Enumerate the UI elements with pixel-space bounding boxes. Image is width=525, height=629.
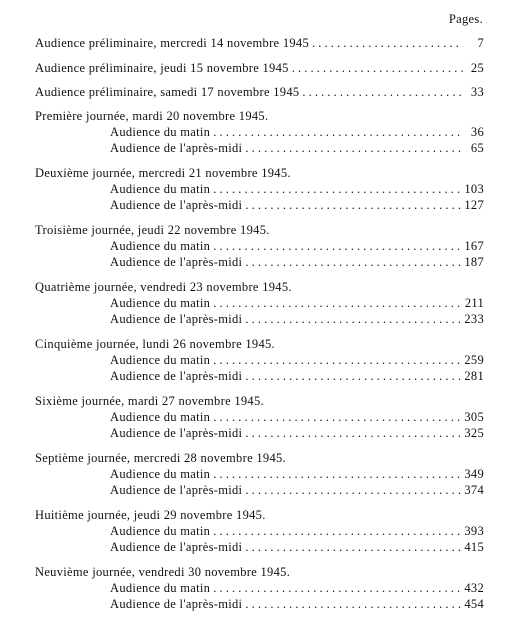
pages-column-header: Pages. [448, 12, 483, 26]
toc-entry-label: Audience préliminaire, samedi 17 novembre 1945 [35, 85, 300, 99]
dot-leader [245, 539, 461, 555]
dot-leader [245, 140, 463, 156]
toc-entry-morning [110, 466, 484, 482]
toc-entry-label: Audience de l'après-midi [110, 540, 243, 554]
dot-leader [302, 84, 463, 100]
toc-entry-page: 281 [464, 369, 484, 383]
toc-entry-afternoon [110, 140, 484, 156]
toc-entry-page: 7 [477, 36, 484, 50]
toc-entry-label: Audience de l'après-midi [110, 426, 243, 440]
toc-entry-page: 393 [464, 524, 484, 538]
toc-entry-prelim-2 [35, 60, 484, 76]
toc-entry-label: Audience de l'après-midi [110, 198, 243, 212]
dot-leader [213, 466, 461, 482]
toc-entry-page: 127 [464, 198, 484, 212]
toc-entry-page: 454 [464, 597, 484, 611]
toc-entry-morning [110, 238, 484, 254]
toc-entry-page: 233 [464, 312, 484, 326]
toc-entry-page: 187 [464, 255, 484, 269]
dot-leader [245, 482, 461, 498]
toc-entry-page: 25 [470, 61, 484, 75]
toc-entry-afternoon [110, 482, 484, 498]
toc-entry-label: Audience de l'après-midi [110, 483, 243, 497]
dot-leader [245, 368, 461, 384]
dot-leader [312, 35, 463, 51]
toc-entry-page: 325 [464, 426, 484, 440]
toc-entry-page: 36 [470, 125, 484, 139]
dot-leader [213, 295, 462, 311]
toc-entry-page: 65 [470, 141, 484, 155]
dot-leader [213, 238, 461, 254]
dot-leader [245, 197, 461, 213]
toc-entry-label: Audience du matin [110, 410, 211, 424]
toc-entry-afternoon [110, 596, 484, 612]
toc-entry-page: 432 [464, 581, 484, 595]
toc-entry-label: Audience de l'après-midi [110, 255, 243, 269]
dot-leader [245, 311, 461, 327]
dot-leader [213, 181, 461, 197]
toc-entry-afternoon [110, 425, 484, 441]
toc-entry-page: 305 [464, 410, 484, 424]
toc-entry-morning [110, 181, 484, 197]
dot-leader [245, 254, 461, 270]
day-heading: Huitième journée, jeudi 29 novembre 1945. [35, 508, 266, 522]
dot-leader [213, 523, 461, 539]
dot-leader [292, 60, 463, 76]
day-heading: Deuxième journée, mercredi 21 novembre 1945. [35, 166, 291, 180]
toc-entry-prelim-3 [35, 84, 484, 100]
toc-entry-morning [110, 124, 484, 140]
toc-entry-afternoon [110, 254, 484, 270]
dot-leader [213, 580, 461, 596]
toc-entry-morning [110, 409, 484, 425]
day-heading: Troisième journée, jeudi 22 novembre 1945. [35, 223, 270, 237]
toc-entry-morning [110, 352, 484, 368]
toc-entry-afternoon [110, 368, 484, 384]
toc-entry-label: Audience du matin [110, 296, 211, 310]
day-heading: Cinquième journée, lundi 26 novembre 1945. [35, 337, 275, 351]
toc-entry-page: 33 [470, 85, 484, 99]
toc-entry-page: 167 [464, 239, 484, 253]
day-heading: Septième journée, mercredi 28 novembre 1945. [35, 451, 286, 465]
toc-entry-morning [110, 580, 484, 596]
toc-entry-page: 374 [464, 483, 484, 497]
toc-entry-label: Audience du matin [110, 581, 211, 595]
toc-entry-page: 103 [464, 182, 484, 196]
toc-entry-afternoon [110, 311, 484, 327]
toc-entry-page: 211 [464, 296, 484, 310]
toc-entry-label: Audience de l'après-midi [110, 141, 243, 155]
dot-leader [245, 425, 461, 441]
toc-entry-label: Audience du matin [110, 467, 211, 481]
toc-entry-label: Audience du matin [110, 353, 211, 367]
dot-leader [213, 409, 461, 425]
day-heading: Première journée, mardi 20 novembre 1945. [35, 109, 269, 123]
day-heading: Neuvième journée, vendredi 30 novembre 1945. [35, 565, 291, 579]
toc-entry-afternoon [110, 539, 484, 555]
toc-entry-label: Audience de l'après-midi [110, 597, 243, 611]
toc-entry-page: 349 [464, 467, 484, 481]
toc-entry-label: Audience du matin [110, 125, 211, 139]
toc-entry-prelim-1 [35, 35, 484, 51]
toc-entry-label: Audience du matin [110, 239, 211, 253]
toc-entry-label: Audience préliminaire, jeudi 15 novembre 1945 [35, 61, 289, 75]
toc-entry-morning [110, 523, 484, 539]
toc-entry-label: Audience préliminaire, mercredi 14 novembre 1945 [35, 36, 310, 50]
toc-entry-label: Audience du matin [110, 524, 211, 538]
dot-leader [213, 352, 461, 368]
toc-entry-page: 259 [464, 353, 484, 367]
toc-entry-label: Audience de l'après-midi [110, 369, 243, 383]
toc-entry-page: 415 [464, 540, 484, 554]
toc-entry-morning [110, 295, 484, 311]
dot-leader [245, 596, 461, 612]
toc-entry-label: Audience de l'après-midi [110, 312, 243, 326]
dot-leader [213, 124, 463, 140]
toc-entry-label: Audience du matin [110, 182, 211, 196]
toc-entry-afternoon [110, 197, 484, 213]
day-heading: Quatrième journée, vendredi 23 novembre 1945. [35, 280, 292, 294]
day-heading: Sixième journée, mardi 27 novembre 1945. [35, 394, 264, 408]
